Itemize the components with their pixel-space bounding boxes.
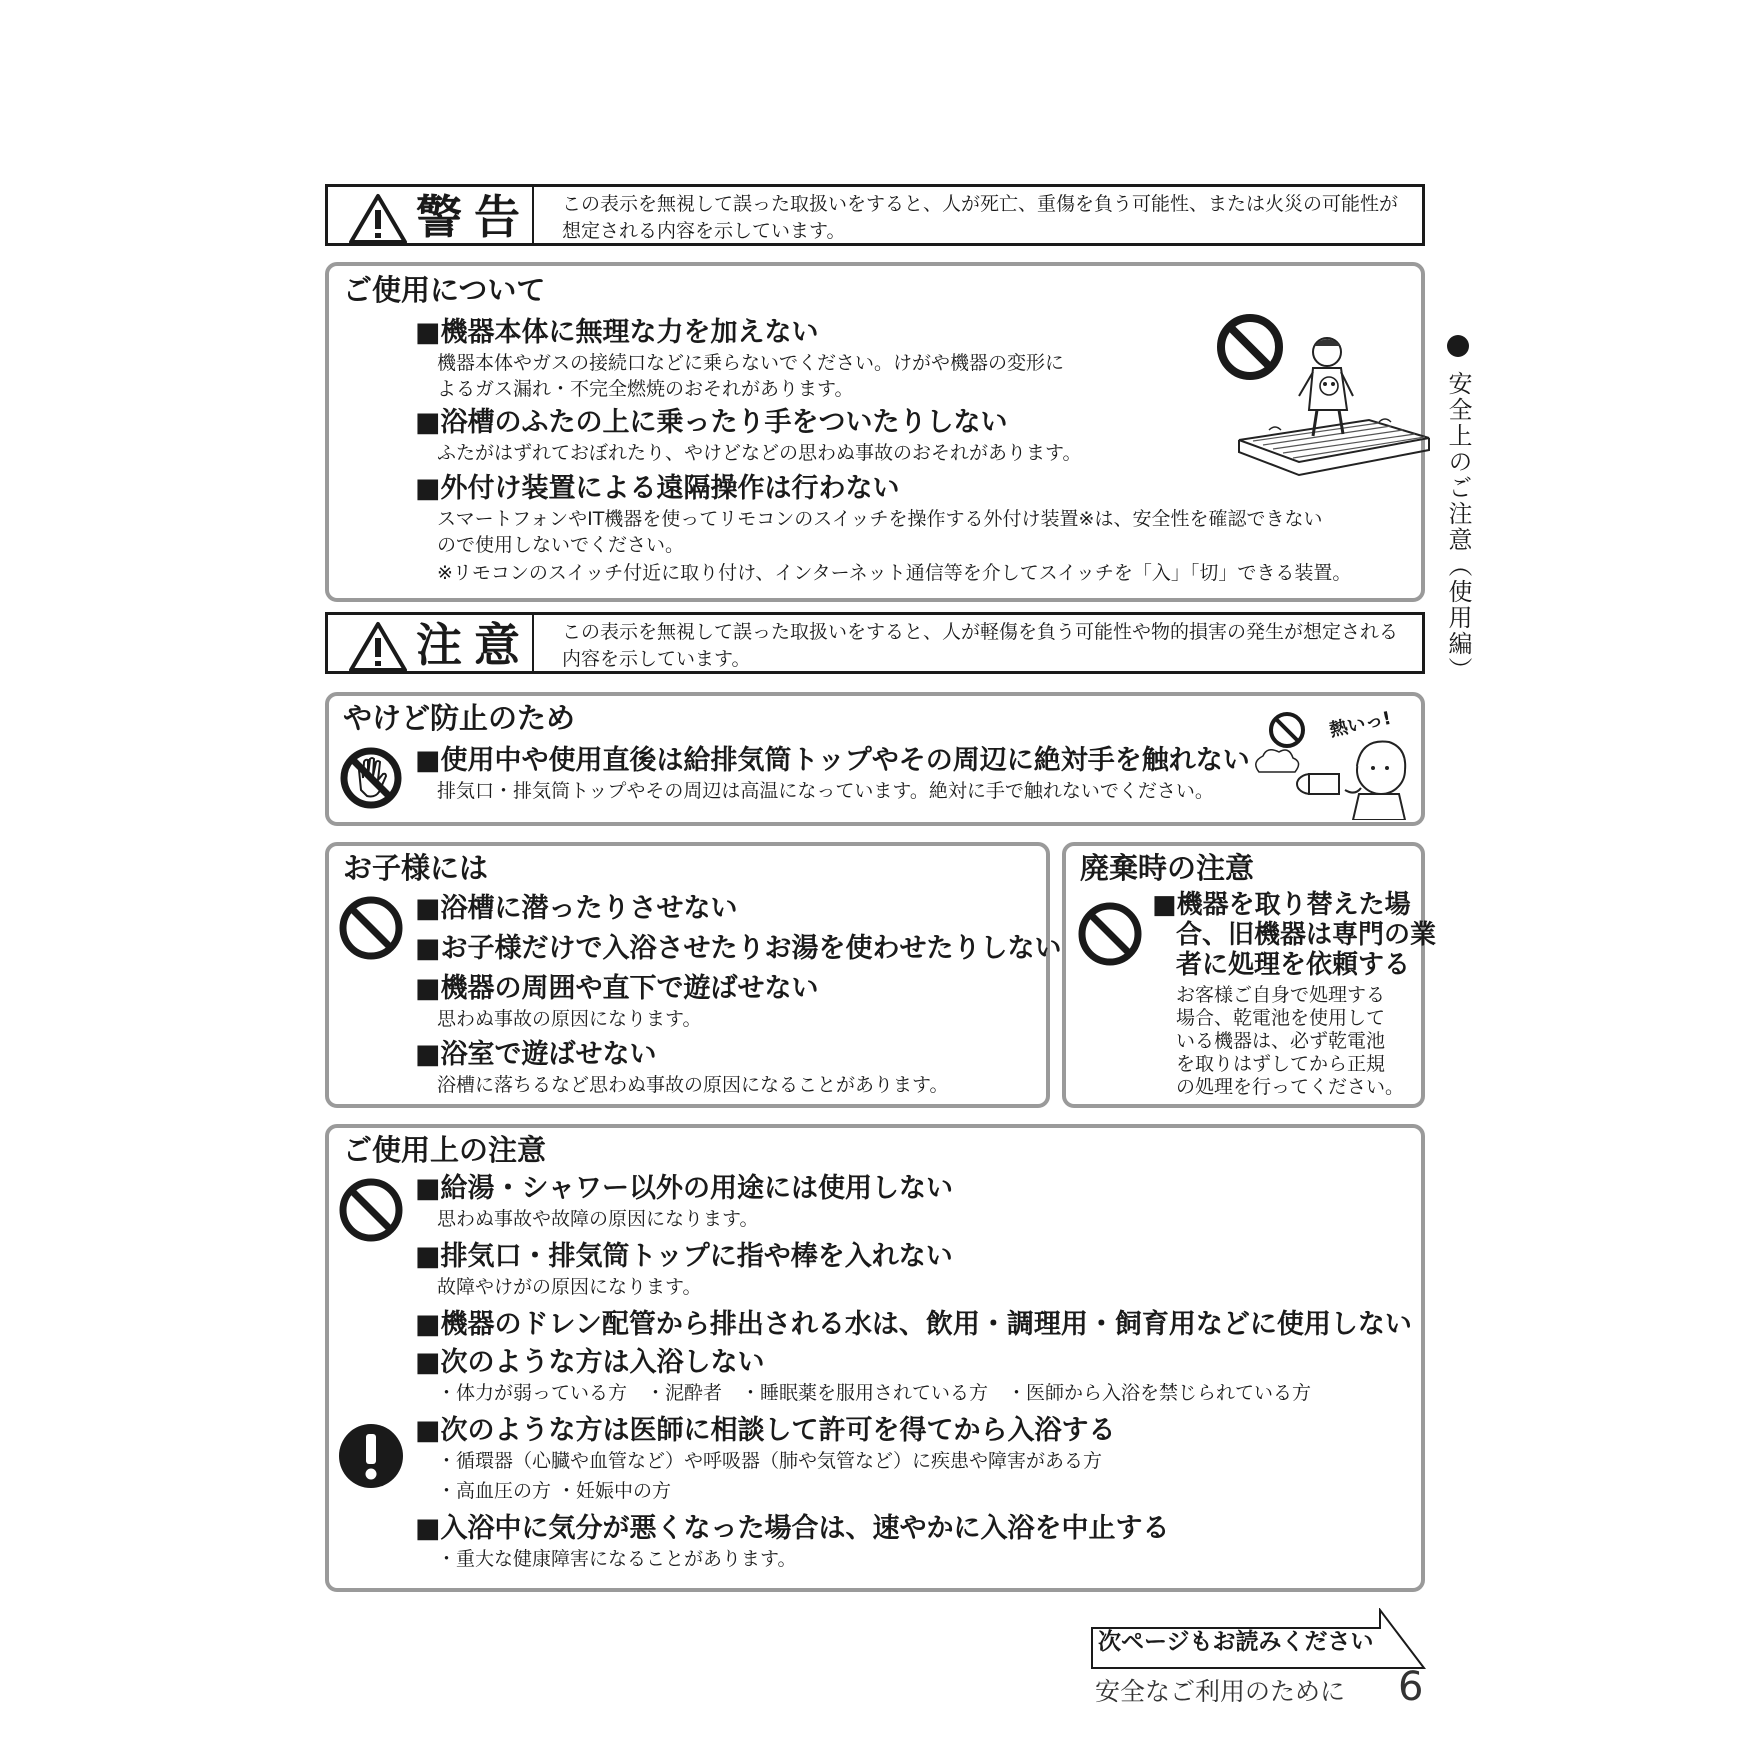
disposal-text: の処理を行ってください。	[1176, 1076, 1405, 1098]
usage-item-heading: ■外付け装置による遠隔操作は行わない	[415, 473, 900, 504]
children-title: お子様には	[343, 851, 489, 885]
disposal-text: いる機器は、必ず乾電池	[1176, 1030, 1386, 1052]
caution-description: この表示を無視して誤った取扱いをすると、人が軽傷を負う可能性や物的損害の発生が想定される内容を示しています。	[562, 621, 1399, 670]
precautions-item-text: ・循環器（心臓や血管など）や呼吸器（肺や気管など）に疾患や障害がある方	[437, 1450, 1103, 1472]
usage-item-text: スマートフォンやIT機器を使ってリモコンのスイッチを操作する外付け装置※は、安全性を確認できない	[437, 508, 1323, 530]
prohibited-icon	[1076, 900, 1144, 968]
precautions-item-heading: ■給湯・シャワー以外の用途には使用しない	[415, 1173, 953, 1204]
precautions-item-text: 思わぬ事故や故障の原因になります。	[437, 1208, 759, 1230]
usage-item-heading: ■機器本体に無理な力を加えない	[415, 317, 819, 348]
burn-text: 排気口・排気筒トップやその周辺は高温になっています。絶対に手で触れないでください。	[437, 780, 1214, 802]
caution-triangle-icon	[348, 621, 408, 673]
burn-title: やけど防止のため	[343, 701, 576, 735]
mandatory-exclamation-icon	[337, 1422, 405, 1490]
illustration-caption: 熱いっ!	[1327, 707, 1394, 742]
precautions-item-text: 故障やけがの原因になります。	[437, 1276, 702, 1298]
child-standing-on-lid-illustration	[1229, 330, 1439, 480]
warning-triangle-icon	[348, 193, 408, 245]
usage-item-text: 機器本体やガスの接続口などに乗らないでください。けがや機器の変形に	[437, 352, 1065, 374]
precautions-item-text: ・重大な健康障害になることがあります。	[437, 1548, 797, 1570]
children-item-text: 思わぬ事故の原因になります。	[437, 1008, 702, 1030]
warning-signal-bar	[325, 184, 1425, 246]
children-item-heading: ■浴槽に潜ったりさせない	[415, 893, 738, 924]
caution-label	[328, 615, 534, 671]
disposal-heading: 合、旧機器は専門の業	[1176, 920, 1437, 950]
children-item-heading: ■浴室で遊ばせない	[415, 1039, 657, 1070]
precautions-item-heading: ■排気口・排気筒トップに指や棒を入れない	[415, 1241, 953, 1272]
burn-heading: ■使用中や使用直後は給排気筒トップやその周辺に絶対手を触れない	[415, 745, 1250, 776]
disposal-heading: ■機器を取り替えた場	[1152, 890, 1411, 920]
disposal-section	[1062, 842, 1437, 1108]
next-page-label: 次ページもお読みください	[1098, 1629, 1374, 1655]
footer-section-title: 安全なご利用のために	[1095, 1677, 1346, 1706]
usage-item-text: ※リモコンのスイッチ付近に取り付け、インターネット通信等を介してスイッチを「入」「切」できる装置。	[437, 562, 1352, 584]
prohibited-icon	[337, 1176, 405, 1244]
disposal-title: 廃棄時の注意	[1080, 851, 1255, 885]
bullet-icon	[1447, 335, 1469, 357]
precautions-item-heading: ■機器のドレン配管から排出される水は、飲用・調理用・飼育用などに使用しない	[415, 1309, 1412, 1340]
warning-word: 警告	[416, 190, 532, 244]
disposal-heading: 者に処理を依頼する	[1176, 950, 1411, 980]
precautions-item-heading: ■入浴中に気分が悪くなった場合は、速やかに入浴を中止する	[415, 1513, 1170, 1544]
precautions-item-heading: ■次のような方は入浴しない	[415, 1347, 765, 1378]
usage-item-text: ので使用しないでください。	[437, 534, 685, 556]
disposal-text: 場合、乾電池を使用して	[1176, 1007, 1386, 1029]
sidebar-label: 安全上のご注意（使用編）	[1444, 371, 1472, 683]
caution-signal-bar	[325, 612, 1425, 674]
children-item-heading: ■機器の周囲や直下で遊ばせない	[415, 973, 819, 1004]
usage-title: ご使用について	[343, 273, 546, 307]
precautions-item-heading: ■次のような方は医師に相談して許可を得てから入浴する	[415, 1415, 1116, 1446]
children-section	[325, 842, 1062, 1108]
precautions-title: ご使用上の注意	[343, 1133, 547, 1167]
disposal-text: お客様ご自身で処理する	[1176, 984, 1386, 1006]
caution-word: 注意	[416, 618, 532, 672]
disposal-text: を取りはずしてから正規	[1176, 1053, 1386, 1075]
precautions-item-text: ・体力が弱っている方 ・泥酔者 ・睡眠薬を服用されている方 ・医師から入浴を禁じられている方	[437, 1382, 1312, 1404]
usage-item-heading: ■浴槽のふたの上に乗ったり手をついたりしない	[415, 407, 1008, 438]
no-touch-icon	[339, 746, 403, 810]
warning-description: この表示を無視して誤った取扱いをすると、人が死亡、重傷を負う可能性、または火災の可能性が想定される内容を示しています。	[562, 193, 1399, 242]
usage-section	[325, 262, 1425, 602]
burn-prevention-section	[325, 692, 1425, 826]
section-sidebar	[1440, 335, 1476, 683]
prohibited-icon	[337, 894, 405, 962]
usage-item-text: よるガス漏れ・不完全燃焼のおそれがあります。	[437, 378, 854, 400]
warning-label	[328, 187, 534, 243]
usage-precautions-section	[325, 1124, 1425, 1592]
children-item-heading: ■お子様だけで入浴させたりお湯を使わせたりしない	[415, 933, 1062, 964]
children-item-text: 浴槽に落ちるなど思わぬ事故の原因になることがあります。	[437, 1074, 949, 1096]
usage-item-text: ふたがはずれておぼれたり、やけどなどの思わぬ事故のおそれがあります。	[437, 442, 1082, 464]
page-number: 6	[1398, 1664, 1424, 1710]
precautions-item-text: ・高血圧の方 ・妊娠中の方	[437, 1480, 672, 1502]
